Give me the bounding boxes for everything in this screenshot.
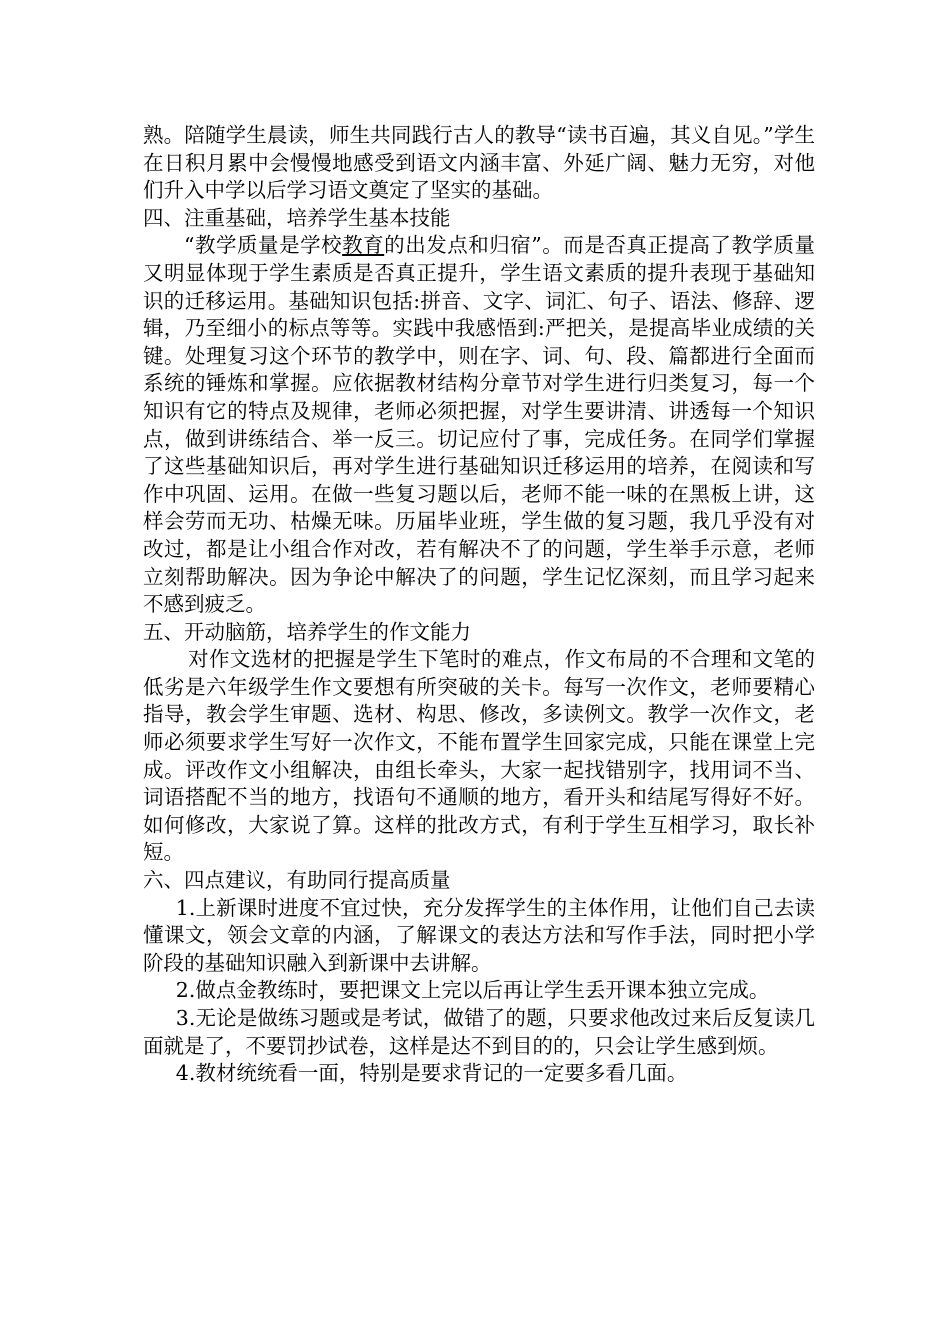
- section-heading-5: 五、开动脑筋，培养学生的作文能力: [143, 619, 471, 644]
- document-body: [143, 122, 815, 1088]
- paragraph-basic-skills: [143, 232, 815, 618]
- suggestion-item-3: 3.无论是做练习题或是考试，做错了的题，只要求他改过来后反复读几面就是了，不要罚抄试卷，这样是达不到目的的，只会让学生感到烦。: [143, 1006, 815, 1058]
- suggestion-item-2: 2.做点金教练时，要把课文上完以后再让学生丢开课本独立完成。: [175, 978, 770, 1003]
- paragraph-composition: 对作文选材的把握是学生下笔时的难点，作文布局的不合理和文笔的低劣是六年级学生作文要想有所突破的关卡。每写一次作文，老师要精心指导，教会学生审题、选材、构思、修改，多读例文。教学一次作文，老师必须要求学生写好一次作文，不能布置学生回家完成，只能在课堂上完成。评改作文小组解决，由组长牵头，大家一起找错别字，找用词不当、词语搭配不当的地方，找语句不通顺的地方，看开头和结尾写得好不好。如何修改，大家说了算。这样的批改方式，有利于学生互相学习，取长补短。: [143, 647, 815, 865]
- section-heading-4: 四、注重基础，培养学生基本技能: [143, 205, 451, 230]
- suggestion-item-1: 1.上新课时进度不宜过快，充分发挥学生的主体作用，让他们自己去读懂课文，领会文章的内涵，了解课文的表达方法和写作手法，同时把小学阶段的基础知识融入到新课中去讲解。: [143, 895, 815, 975]
- education-link[interactable]: 教育: [342, 233, 385, 258]
- paragraph-morning-reading: 熟。陪随学生晨读，师生共同践行古人的教导“读书百遍，其义自见。”学生在日积月累中会慢慢地感受到语文内涵丰富、外延广阔、魅力无穷，对他们升入中学以后学习语文奠定了坚实的基础。: [143, 123, 815, 203]
- paragraph-basic-skills-lead: “教学质量是学校: [184, 233, 343, 258]
- suggestion-item-4: 4.教材统统看一面，特别是要求背记的一定要多看几面。: [175, 1061, 688, 1086]
- section-heading-6: 六、四点建议，有助同行提高质量: [143, 868, 451, 893]
- paragraph-basic-skills-body: 的出发点和归宿”。而是否真正提高了教学质量又明显体现于学生素质是否真正提升，学生语文素质的提升表现于基础知识的迁移运用。基础知识包括:拼音、文字、词汇、句子、语法、修辞、逻辑，乃至细小的标点等等。实践中我感悟到:严把关，是提高毕业成绩的关键。处理复习这个环节的教学中，则在字、词、句、段、篇都进行全面而系统的锤炼和掌握。应依据教材结构分章节对学生进行归类复习，每一个知识有它的特点及规律，老师必须把握，对学生要讲清、讲透每一个知识点，做到讲练结合、举一反三。切记应付了事，完成任务。在同学们掌握了这些基础知识后，再对学生进行基础知识迁移运用的培养，在阅读和写作中巩固、运用。在做一些复习题以后，老师不能一味的在黑板上讲，这样会劳而无功、枯燥无味。历届毕业班，学生做的复习题，我几乎没有对改过，都是让小组合作对改，若有解决不了的问题，学生举手示意，老师立刻帮助解决。因为争论中解决了的问题，学生记忆深刻，而且学习起来不感到疲乏。: [143, 233, 816, 617]
